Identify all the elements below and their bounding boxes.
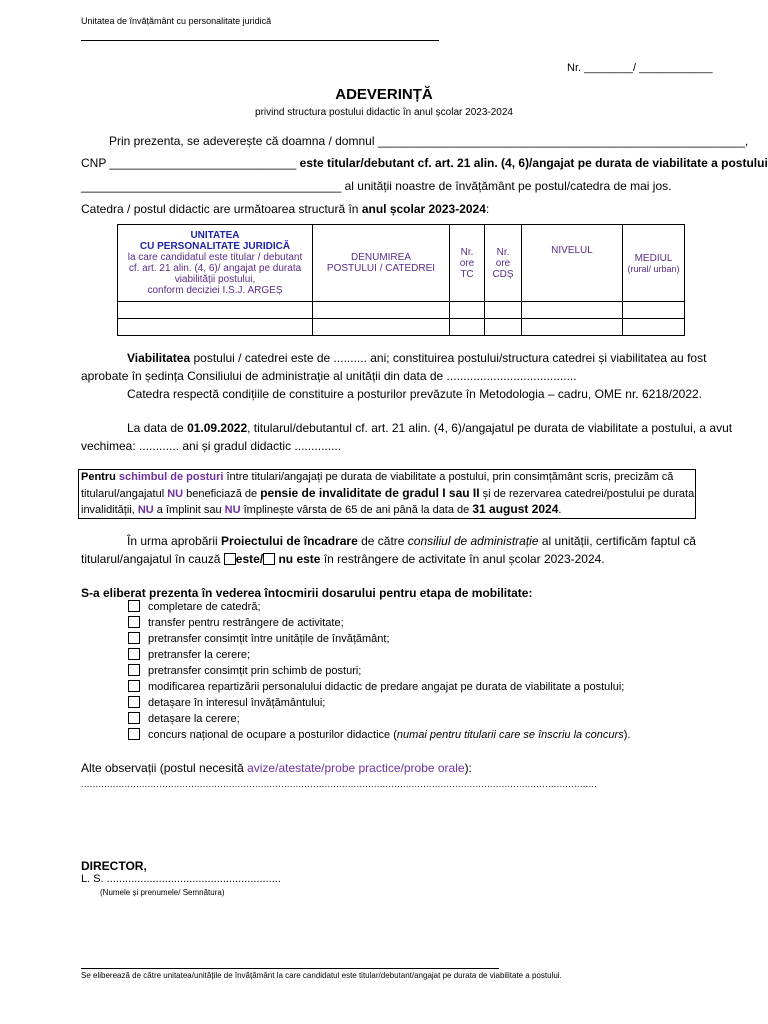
header-unit-l1: la care candidatul este titular / debutant [127, 252, 303, 263]
header-unit-l3: viabilității postului, [174, 274, 256, 285]
header-tc-l1: Nr. [460, 246, 474, 258]
institution-line [81, 40, 439, 41]
mobility-item-label: pretransfer la cerere; [148, 649, 251, 661]
este-checkbox[interactable] [224, 553, 236, 565]
structure-suffix: : [485, 202, 490, 216]
institution-label: Unitatea de învățământ cu personalitate juridică [81, 16, 272, 26]
observations-requirements: avize/atestate/probe practice/probe orale [247, 761, 465, 775]
table-cell[interactable] [485, 319, 522, 336]
header-cds-l3: CDȘ [492, 268, 514, 280]
table-cell[interactable] [313, 319, 450, 336]
header-level-label: NIVELUL [551, 245, 593, 256]
exchange-l2b: beneficiază de [183, 488, 261, 500]
document-title: ADEVERINȚĂ [335, 86, 433, 103]
nu-este-checkbox[interactable] [263, 553, 275, 565]
approval-l2a: titularul/angajatul în cauză [81, 552, 224, 566]
director-title: DIRECTOR, [81, 859, 147, 873]
deadline-date: 31 august 2024 [472, 502, 559, 516]
table-cell[interactable] [118, 319, 313, 336]
mobility-checkbox[interactable] [128, 600, 140, 612]
titular-status: este titular/debutant cf. art. 21 alin. (4, 6)/angajat pe durata de viabilitate a postului [299, 156, 768, 170]
observations-prefix: Alte observații (postul necesită [81, 761, 248, 775]
header-environment [623, 225, 685, 302]
mobility-item [128, 648, 250, 661]
table-cell[interactable] [522, 319, 623, 336]
header-unit-title2: CU PERSONALITATE JURIDICĂ [139, 241, 291, 252]
mobility-item-label: transfer pentru restrângere de activitate; [148, 617, 344, 629]
exchange-l2a: titularul/angajatul [81, 488, 168, 500]
intro-line: Prin prezenta, se adeverește că doamna / domnul _______________________________________________________, [109, 134, 749, 148]
table-cell[interactable] [313, 302, 450, 319]
exchange-l3a: invalidității, [81, 504, 138, 516]
observations-suffix: ): [464, 761, 472, 775]
date-rest: , titularul/debutantul cf. art. 21 alin. (4, 6)/angajatul pe durata de viabilitate a postului, a avut [247, 421, 733, 435]
structure-line [81, 202, 489, 216]
mobility-item-end: ). [623, 729, 631, 741]
exchange-l2d: și de rezervarea catedrei/postului pe durata [479, 488, 695, 500]
exchange-l3e: . [558, 504, 562, 516]
mobility-item [128, 696, 325, 709]
approval-l2b: în restrângere de activitate în anul școlar 2023-2024. [320, 552, 605, 566]
structure-prefix: Catedra / postul didactic are următoarea structură în [81, 202, 362, 216]
mobility-checkbox[interactable] [128, 728, 140, 740]
header-env-l2: (rural/ urban) [627, 263, 680, 274]
mobility-item [128, 680, 624, 693]
unit-line: _______________________________________ al unității noastre de învățământ pe postul/catedra de mai jos. [81, 179, 672, 193]
table-cell[interactable] [450, 302, 485, 319]
table-cell[interactable] [450, 319, 485, 336]
mobility-item-label: detașare în interesul învățământului; [148, 697, 326, 709]
approval-line1 [127, 534, 696, 548]
nu-badge: NU [167, 488, 184, 500]
header-cds-l1: Nr. [496, 246, 510, 258]
header-unit [118, 225, 313, 302]
registration-number: Nr. ________/ ____________ [567, 62, 713, 74]
mobility-checkbox[interactable] [128, 616, 140, 628]
seniority-line2: vechimea: ............ ani și gradul didactic .............. [81, 439, 342, 453]
header-unit-title1: UNITATEA [190, 230, 240, 241]
date-prefix: La data de [127, 421, 188, 435]
mobility-item [128, 664, 361, 677]
approval-project: Proiectului de încadrare [221, 534, 358, 548]
nu-badge: NU [224, 504, 241, 516]
table-cell[interactable] [623, 302, 685, 319]
director-signature-line: L. S. ......................................................... [81, 873, 281, 885]
este-label: este/ [235, 552, 264, 566]
header-post-l1: DENUMIREA [350, 252, 411, 263]
mobility-heading: S-a eliberat prezenta în vederea întocmirii dosarului pentru etapa de mobilitate: [81, 586, 533, 600]
table-cell[interactable] [623, 319, 685, 336]
reference-date: 01.09.2022 [187, 421, 248, 435]
seniority-line1 [127, 421, 732, 435]
mobility-item [128, 712, 240, 725]
exchange-line3 [81, 502, 561, 516]
header-level [522, 225, 623, 302]
post-structure-table [117, 224, 685, 336]
approval-line2 [81, 552, 605, 566]
exchange-pentru: Pentru [81, 471, 116, 483]
header-cds-l2: ore [495, 257, 511, 269]
viability-line3: Catedra respectă condițiile de constituire a posturilor prevăzute în Metodologia – cadru, OME nr. 6218/2022. [127, 387, 702, 401]
cnp-field: CNP ____________________________ [81, 156, 297, 170]
observations-line [81, 761, 472, 775]
mobility-item [128, 600, 261, 613]
mobility-item-label: pretransfer consimțit între unitățile de învățământ; [148, 633, 390, 645]
observations-dots[interactable]: .................................................................................................................................................................................. [81, 779, 598, 789]
header-tc-l3: TC [460, 268, 474, 280]
approval-l1c: de către [357, 534, 408, 548]
school-year: anul școlar 2023-2024 [361, 202, 486, 216]
header-tc [450, 225, 485, 302]
approval-council: consiliul de administrație [407, 534, 539, 548]
mobility-item-label: concurs național de ocupare a posturilor didactice ( [148, 729, 397, 741]
exchange-l3b: a împlinit sau [153, 504, 225, 516]
viability-word: Viabilitatea [127, 351, 191, 365]
pension-text: pensie de invaliditate de gradul I sau II [260, 486, 480, 500]
nu-badge: NU [137, 504, 154, 516]
mobility-item-label: modificarea repartizării personalului didactic de predare angajat pe durata de viabilitate a postului; [148, 681, 625, 693]
director-signature-caption: (Numele și prenumele/ Semnătura) [100, 888, 225, 897]
viability-text: postului / catedrei este de .......... ani; constituirea postului/structura catedrei și viabilitatea au fost [190, 351, 707, 365]
header-post [313, 225, 450, 302]
mobility-item [128, 728, 630, 741]
exchange-highlight: schimbul de posturi [118, 471, 224, 483]
table-cell[interactable] [118, 302, 313, 319]
document-subtitle: privind structura postului didactic în anul școlar 2023-2024 [255, 107, 513, 118]
exchange-line1 [81, 471, 673, 483]
cnp-line [81, 156, 768, 170]
mobility-checkbox[interactable] [128, 664, 140, 676]
table-cell[interactable] [485, 302, 522, 319]
header-unit-l4: conform deciziei I.S.J. ARGEȘ [147, 285, 283, 296]
mobility-checkbox[interactable] [128, 680, 140, 692]
nu-este-label: nu este [278, 552, 321, 566]
mobility-checkbox[interactable] [128, 632, 140, 644]
mobility-item-note: numai pentru titularii care se înscriu la concurs [396, 729, 624, 741]
footer-divider [81, 968, 499, 969]
table-row [118, 319, 685, 336]
table-cell[interactable] [522, 302, 623, 319]
mobility-checkbox[interactable] [128, 696, 140, 708]
table-row [118, 302, 685, 319]
header-tc-l2: ore [459, 257, 475, 269]
mobility-item-label: completare de catedră; [148, 601, 261, 613]
viability-line2: aprobate în ședința Consiliului de administrație al unității din data de ....................................... [81, 369, 577, 383]
approval-l1e: al unității, certificăm faptul că [538, 534, 696, 548]
mobility-checkbox[interactable] [128, 712, 140, 724]
header-unit-l2: cf. art. 21 alin. (4, 6)/ angajat pe durata [128, 263, 302, 274]
exchange-line2 [81, 486, 694, 500]
mobility-item-label: detașare la cerere; [148, 713, 240, 725]
mobility-checkbox[interactable] [128, 648, 140, 660]
approval-l1a: În urma aprobării [127, 534, 222, 548]
exchange-text: între titulari/angajați pe durata de viabilitate a postului, prin consimțământ scris, precizăm că [223, 471, 674, 483]
exchange-l3c: împlinește vârsta de 65 de ani până la data de [240, 504, 473, 516]
mobility-item [128, 632, 390, 645]
mobility-item-label: pretransfer consimțit prin schimb de posturi; [148, 665, 362, 677]
header-cds [485, 225, 522, 302]
footer-note: Se eliberează de către unitatea/unitățile de învățământ la care candidatul este titular/debutant/angajat pe durata de viabilitate a postului. [81, 971, 562, 980]
viability-line1 [127, 351, 706, 365]
mobility-item [128, 616, 344, 629]
header-env-l1: MEDIUL [634, 252, 673, 264]
header-post-l2: POSTULUI / CATEDREI [326, 263, 436, 274]
